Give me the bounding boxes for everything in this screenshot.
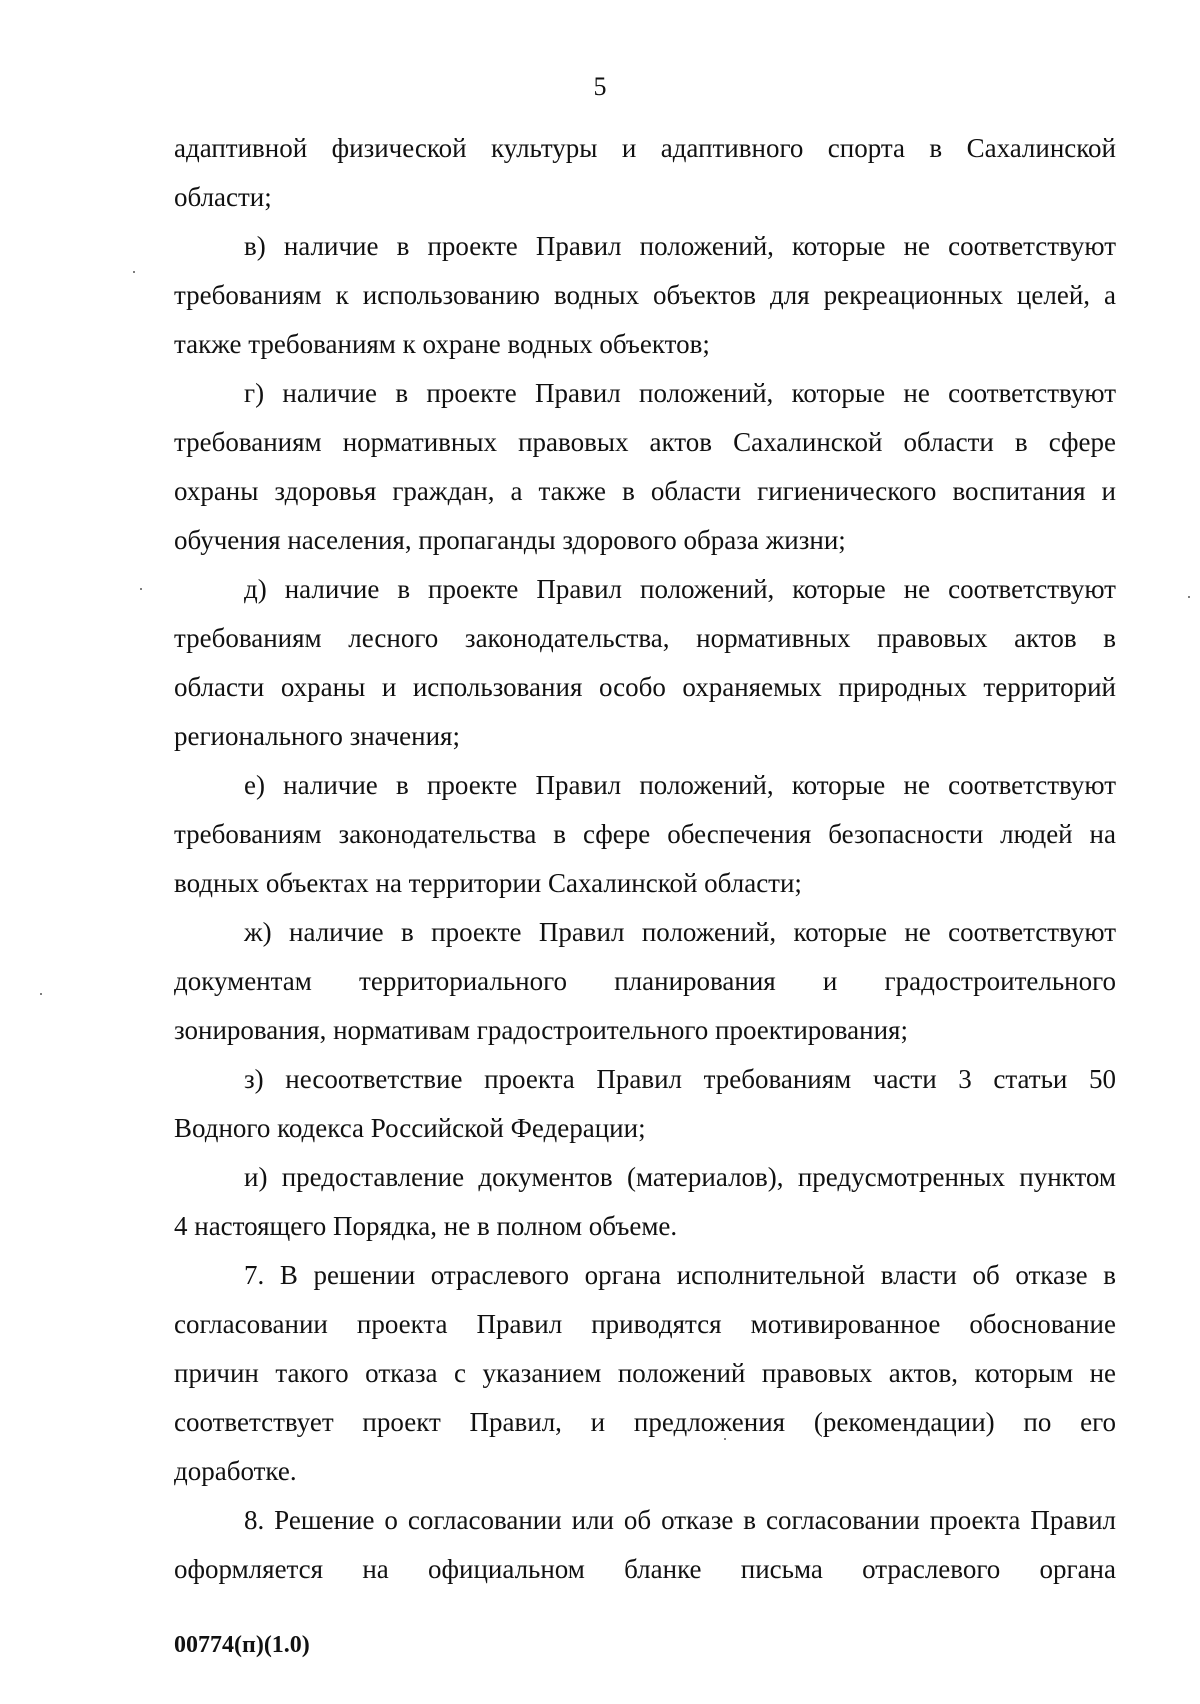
text-line: согласовании проекта Правил приводятся мотивированное обоснование (174, 1309, 1116, 1339)
paragraph (174, 565, 1116, 761)
page-number: 5 (593, 72, 607, 101)
paragraph (174, 908, 1116, 1055)
paragraph (174, 1251, 1116, 1496)
text-line: е) наличие в проекте Правил положений, которые не соответствуют (244, 770, 1116, 800)
text-line: документам территориального планирования и градостроительного (174, 966, 1116, 996)
text-line: 8. Решение о согласовании или об отказе в согласовании проекта Правил (244, 1505, 1116, 1535)
text-line: доработке. (174, 1456, 297, 1486)
paragraph (174, 124, 1116, 222)
text-line: требованиям законодательства в сфере обеспечения безопасности людей на (174, 819, 1116, 849)
text-line: д) наличие в проекте Правил положений, которые не соответствуют (244, 574, 1116, 604)
scan-speck (133, 271, 135, 273)
paragraph (174, 369, 1116, 565)
document-code: 00774(п)(1.0) (174, 1632, 310, 1658)
paragraph (174, 1153, 1116, 1251)
scan-speck (1188, 596, 1190, 598)
scan-speck (40, 993, 42, 995)
paragraph (174, 222, 1116, 369)
text-line: адаптивной физической культуры и адаптивного спорта в Сахалинской (174, 133, 1116, 163)
text-line: области охраны и использования особо охраняемых природных территорий (174, 672, 1116, 702)
text-line: области; (174, 182, 272, 212)
scan-speck (140, 588, 142, 590)
text-line: требованиям лесного законодательства, нормативных правовых актов в (174, 623, 1116, 653)
paragraph (174, 1055, 1116, 1153)
text-line: 4 настоящего Порядка, не в полном объеме. (174, 1211, 678, 1241)
text-line: зонирования, нормативам градостроительного проектирования; (174, 1015, 908, 1045)
paragraph (174, 761, 1116, 908)
paragraph (174, 1496, 1116, 1594)
text-line: требованиям к использованию водных объектов для рекреационных целей, а (174, 280, 1116, 310)
text-line: обучения населения, пропаганды здорового образа жизни; (174, 525, 846, 555)
document-body (174, 124, 1116, 1594)
text-line: и) предоставление документов (материалов), предусмотренных пунктом (244, 1162, 1116, 1192)
text-line: также требованиям к охране водных объектов; (174, 329, 710, 359)
text-line: ж) наличие в проекте Правил положений, которые не соответствуют (244, 917, 1116, 947)
scan-speck (724, 1438, 726, 1440)
text-line: охраны здоровья граждан, а также в области гигиенического воспитания и (174, 476, 1116, 506)
text-line: г) наличие в проекте Правил положений, которые не соответствуют (244, 378, 1116, 408)
text-line: 7. В решении отраслевого органа исполнительной власти об отказе в (244, 1260, 1116, 1290)
text-line: з) несоответствие проекта Правил требованиям части 3 статьи 50 (244, 1064, 1116, 1094)
text-line: в) наличие в проекте Правил положений, которые не соответствуют (244, 231, 1116, 261)
text-line: требованиям нормативных правовых актов Сахалинской области в сфере (174, 427, 1116, 457)
text-line: регионального значения; (174, 721, 460, 751)
text-line: оформляется на официальном бланке письма отраслевого органа (174, 1554, 1116, 1584)
text-line: Водного кодекса Российской Федерации; (174, 1113, 646, 1143)
text-line: соответствует проект Правил, и предложения (рекомендации) по его (174, 1407, 1116, 1437)
text-line: водных объектах на территории Сахалинской области; (174, 868, 802, 898)
text-line: причин такого отказа с указанием положений правовых актов, которым не (174, 1358, 1116, 1388)
